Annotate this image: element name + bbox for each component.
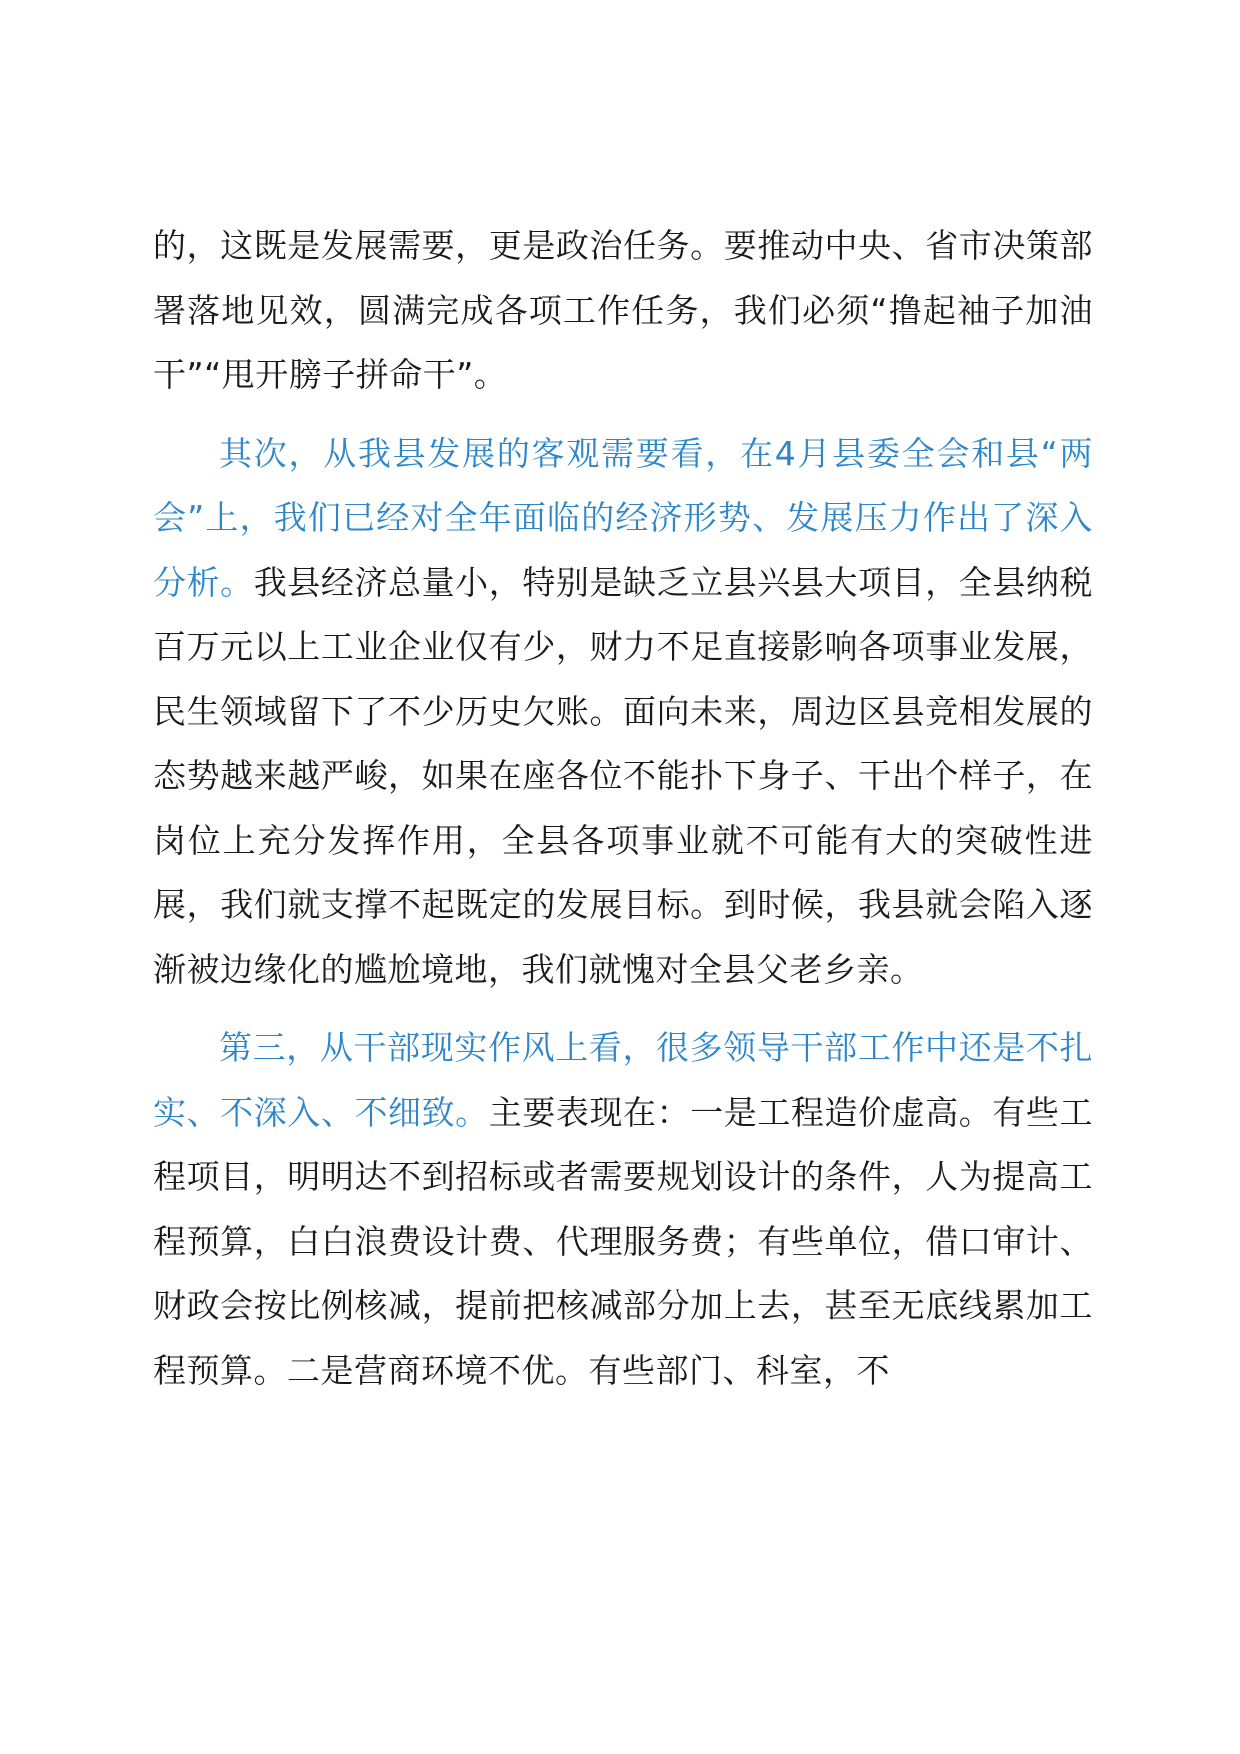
document-body: [153, 214, 1093, 1403]
paragraph-1: [153, 214, 1093, 408]
paragraph-1-text: 的，这既是发展需要，更是政治任务。要推动中央、省市决策部署落地见效，圆满完成各项工作任务，我们必须“撸起袖子加油干”“甩开膀子拼命干”。: [153, 226, 1093, 394]
paragraph-2-highlight: 其次，从我县发展的客观需要看，在4月县委全会和县“两会”上，我们已经对全年面临的经济形势、发展压力作出了深入分析。: [153, 433, 1093, 602]
paragraph-3-highlight: 第三，从干部现实作风上看，很多领导干部工作中还是不扎实、不深入、不细致。: [153, 1028, 1093, 1132]
paragraph-3: [153, 1016, 1093, 1403]
paragraph-3-text: 主要表现在：一是工程造价虚高。有些工程项目，明明达不到招标或者需要规划设计的条件，人为提高工程预算，白白浪费设计费、代理服务费；有些单位，借口审计、财政会按比例核减，提前把核减部分加上去，甚至无底线累加工程预算。二是营商环境不优。有些部门、科室，不: [153, 1092, 1094, 1390]
paragraph-2-text: 我县经济总量小，特别是缺乏立县兴县大项目，全县纳税百万元以上工业企业仅有少，财力不足直接影响各项事业发展，民生领域留下了不少历史欠账。面向未来，周边区县竞相发展的态势越来越严峻，如果在座各位不能扑下身子、干出个样子，在岗位上充分发挥作用，全县各项事业就不可能有大的突破性进展，我们就支撑不起既定的发展目标。到时候，我县就会陷入逐渐被边缘化的尴尬境地，我们就愧对全县父老乡亲。: [153, 562, 1094, 989]
paragraph-2: [153, 422, 1093, 1003]
